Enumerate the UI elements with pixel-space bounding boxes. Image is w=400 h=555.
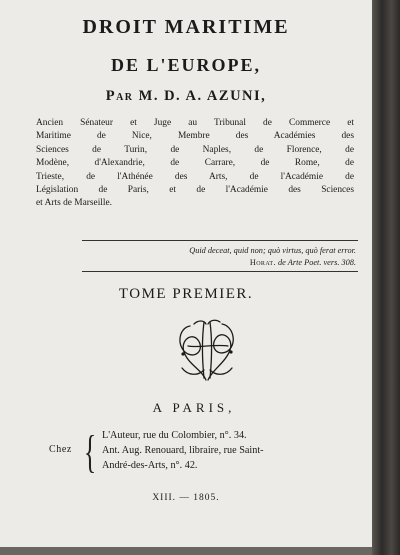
credentials-line: Maritime de Nice, Membre des Académies des xyxy=(36,131,354,142)
epigraph-work: de Arte Poet. vers. 308. xyxy=(278,258,356,267)
book-title: DROIT MARITIME xyxy=(82,16,290,38)
address-line: André-des-Arts, n°. 42. xyxy=(102,460,198,471)
divider-bottom xyxy=(82,271,358,272)
credentials-line: Sciences de Turin, de Naples, de Florence, de xyxy=(36,144,354,155)
epigraph-quote: Quid deceat, quid non; quò virtus, quò ferat error. xyxy=(189,246,356,255)
credentials-line: Trieste, de l'Athénée des Arts, de l'Académie de xyxy=(36,171,354,182)
author-credentials xyxy=(36,117,354,211)
credentials-line: et Arts de Marseille. xyxy=(36,198,113,209)
author-line: Par M. D. A. AZUNI, xyxy=(105,88,267,104)
book-subtitle: DE L'EUROPE, xyxy=(110,55,262,75)
volume-label: TOME PREMIER. xyxy=(118,286,254,302)
epigraph-author: Horat. xyxy=(249,258,276,267)
credentials-line: Modène, d'Alexandrie, de Carrare, de Rome, de xyxy=(36,158,354,169)
imprint-city: A PARIS, xyxy=(152,400,236,415)
imprint-chez: Chez xyxy=(49,444,72,455)
epigraph-source xyxy=(84,257,356,268)
brace-glyph: { xyxy=(84,426,97,477)
imprint-addresses xyxy=(102,428,362,473)
divider-top xyxy=(82,240,358,241)
address-line: L'Auteur, rue du Colombier, n°. 34. xyxy=(102,430,247,441)
address-line: Ant. Aug. Renouard, libraire, rue Saint- xyxy=(102,445,264,456)
credentials-line: Ancien Sénateur et Juge au Tribunal de Commerce et xyxy=(36,118,354,128)
publisher-monogram-icon xyxy=(168,318,246,386)
book-binding-edge xyxy=(372,0,400,555)
credentials-line: Législation de Paris, et de l'Académie des Sciences xyxy=(36,185,354,196)
page-bottom-shadow xyxy=(0,547,372,555)
epigraph xyxy=(84,245,356,268)
publication-date: XIII. — 1805. xyxy=(152,493,220,503)
